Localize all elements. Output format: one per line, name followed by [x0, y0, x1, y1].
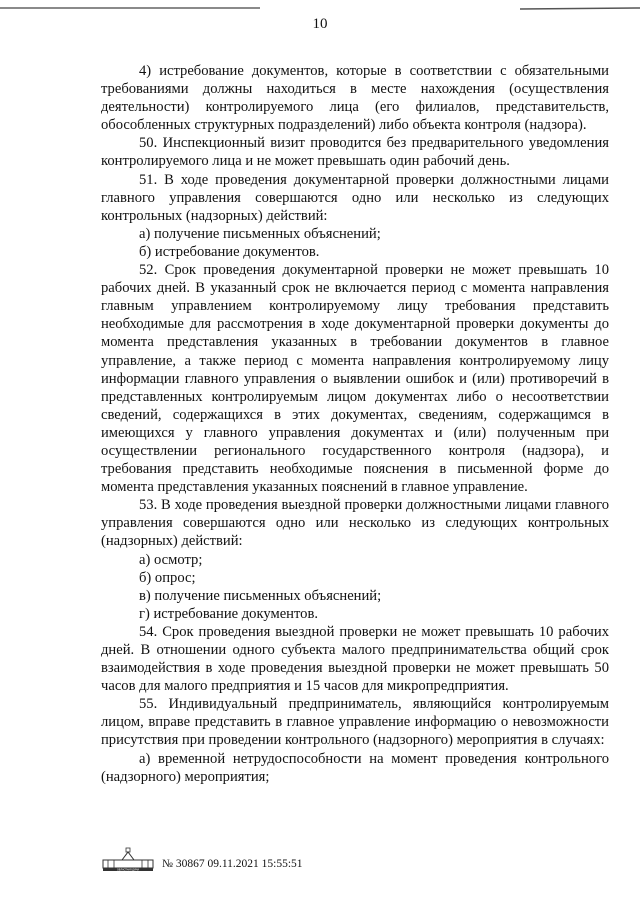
list-item: г) истребование документов.	[139, 605, 319, 622]
paragraph: 4) истребование документов, которые в соответствии с обязательными требованиями должны находиться в месте нахождения (осуществления деятельности) контролируемого лица (его филиалов, представительств, обособленных структурных подразделений) либо объекта контроля (надзора).	[101, 63, 609, 134]
document-body	[101, 62, 609, 786]
list-item: а) осмотр;	[139, 551, 203, 568]
registration-stamp	[102, 846, 303, 872]
registration-number: № 30867 09.11.2021 15:55:51	[162, 858, 303, 870]
page-number: 10	[312, 16, 328, 32]
list-item: б) истребование документов.	[139, 243, 320, 260]
building-logo-icon	[102, 846, 154, 872]
paragraph: 55. Индивидуальный предприниматель, являющийся контролируемым лицом, вправе представить в главное управление информацию о невозможности присутствия при проведении контрольного (надзорного) мероприятия в случаях:	[101, 696, 609, 749]
paragraph: 52. Срок проведения документарной проверки не может превышать 10 рабочих дней. В указанный срок не включается период с момента направления главным управлением контролируемому лицу требования представить необходимые для рассмотрения в ходе документарной проверки документы до момента представления указанных в требовании документов в главное управление, а также период с момента направления контролируемому лицу информации главного управления о выявлении ошибок и (или) противоречий в представленных контролируемым лицом документах либо о несоответствии сведений, содержащихся в этих документах, сведениям, содержащимся в имеющихся у главного управления документах и (или) полученным при осуществлении регионального государственного контроля (надзора), и требования представить необходимые пояснения в письменной форме до момента представления указанных пояснений в главное управление.	[101, 262, 609, 496]
paragraph: а) временной нетрудоспособности на момент проведения контрольного (надзорного) мероприятия;	[101, 750, 609, 785]
list-item: в) получение письменных объяснений;	[139, 587, 382, 604]
list-item: а) получение письменных объяснений;	[139, 225, 381, 242]
paragraph: 50. Инспекционный визит проводится без предварительного уведомления контролируемого лица и не может превышать один рабочий день.	[101, 135, 609, 170]
scan-edge	[0, 0, 640, 6]
logo-label: ОБЛАСТНАЯ ДУМА	[116, 868, 140, 872]
list-item: б) опрос;	[139, 569, 196, 586]
paragraph: 54. Срок проведения выездной проверки не может превышать 10 рабочих дней. В отношении одного субъекта малого предпринимательства общий срок взаимодействия в ходе проведения выездной проверки не может превышать 50 часов для малого предприятия и 15 часов для микропредприятия.	[101, 623, 609, 695]
paragraph: 51. В ходе проведения документарной проверки должностными лицами главного управления совершаются одно или несколько из следующих контрольных (надзорных) действий:	[101, 171, 609, 224]
paragraph: 53. В ходе проведения выездной проверки должностными лицами главного управления совершаются одно или несколько из следующих контрольных (надзорных) действий:	[101, 497, 609, 550]
